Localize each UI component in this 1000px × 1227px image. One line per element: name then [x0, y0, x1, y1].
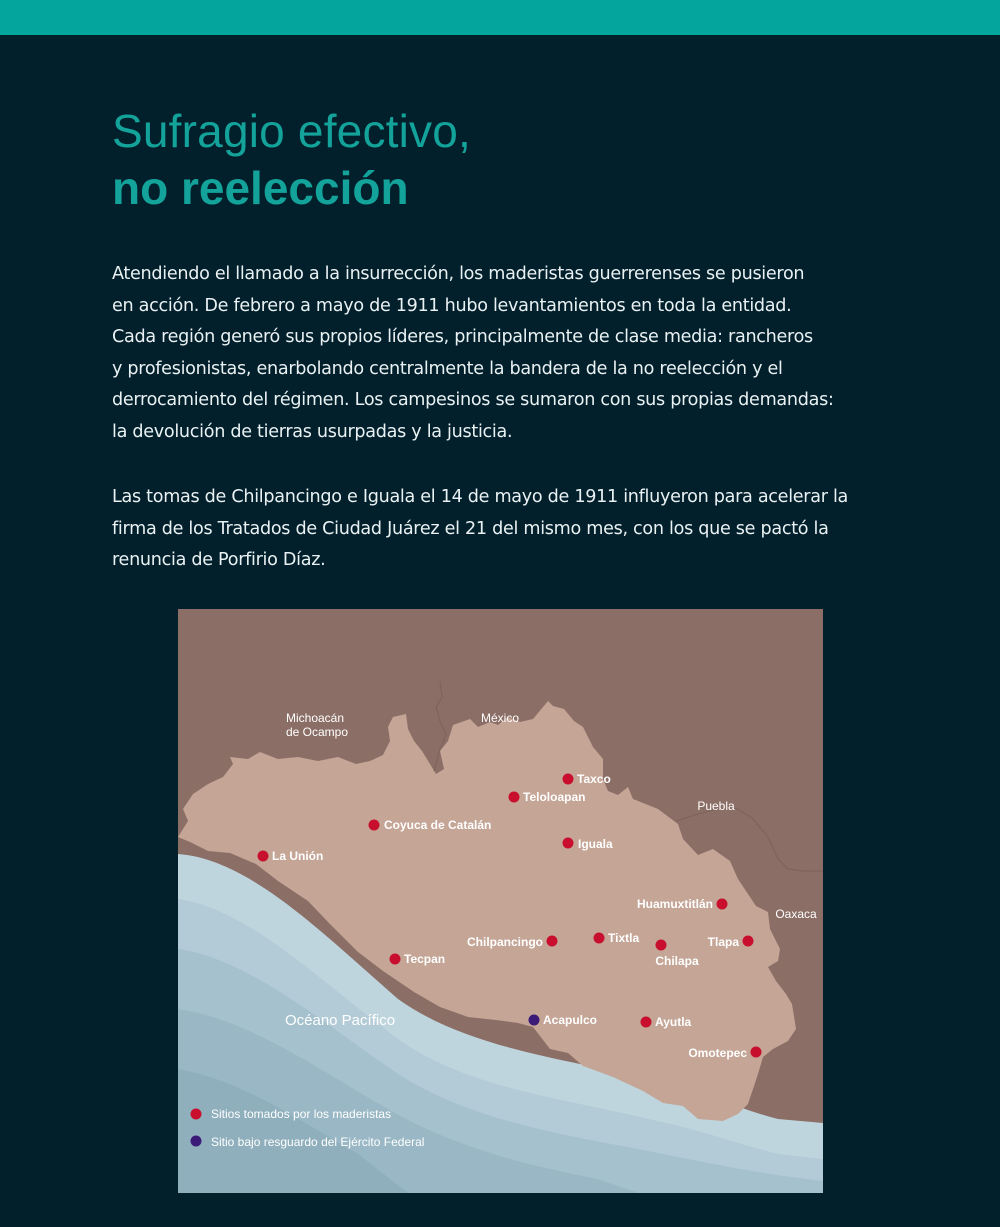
title-line-1: Sufragio efectivo,: [112, 105, 472, 157]
marker-taken: [369, 820, 380, 831]
paragraph-line: derrocamiento del régimen. Los campesinos se sumaron con sus propias demandas:: [112, 390, 834, 410]
city-tixtla: [594, 931, 640, 945]
city-label: Teloloapan: [523, 790, 586, 804]
label-michoacan-2: de Ocampo: [285, 725, 349, 739]
page-title: [112, 103, 471, 217]
paragraph-line: en acción. De febrero a mayo de 1911 hubo levantamientos en toda la entidad.: [112, 295, 792, 316]
title-line-2: no reelección: [112, 162, 409, 214]
label-puebla: Puebla: [697, 799, 735, 813]
paragraph-line: firma de los Tratados de Ciudad Juárez el 21 del mismo mes, con los que se pactó la: [112, 518, 829, 539]
marker-taken: [509, 792, 520, 803]
label-oaxaca: Oaxaca: [775, 907, 817, 921]
city-label: Iguala: [578, 837, 613, 851]
marker-taken: [743, 936, 754, 947]
city-label: Ayutla: [655, 1015, 692, 1029]
city-label: Tecpan: [404, 952, 446, 966]
city-label: La Unión: [272, 849, 324, 863]
city-label: Tixtla: [608, 931, 640, 945]
guerrero-map: [178, 609, 823, 1193]
marker-taken: [563, 774, 574, 785]
paragraph-line: y profesionistas, enarbolando centralmente la bandera de la no reelección y el: [112, 358, 783, 379]
marker-taken: [390, 954, 401, 965]
city-ayutla: [641, 1015, 692, 1029]
marker-taken: [641, 1017, 652, 1028]
legend-taken-marker: [191, 1109, 202, 1120]
marker-taken: [594, 933, 605, 944]
city-label: Acapulco: [543, 1013, 598, 1027]
city-label: Tlapa: [707, 935, 739, 949]
label-michoacan-1: Michoacán: [285, 711, 345, 725]
city-label: Huamuxtitlán: [636, 897, 713, 911]
marker-taken: [258, 851, 269, 862]
paragraph-line: Cada región generó sus propios líderes, principalmente de clase media: rancheros: [112, 327, 813, 347]
legend-federal-marker: [191, 1136, 202, 1147]
city-label: Omotepec: [688, 1046, 747, 1060]
city-taxco: [563, 772, 611, 786]
paragraph-line: renuncia de Porfirio Díaz.: [112, 550, 326, 570]
city-label: Chilapa: [655, 954, 699, 968]
paragraph-line: Atendiendo el llamado a la insurrección, los maderistas guerrerenses se pusieron: [112, 264, 805, 284]
marker-taken: [751, 1047, 762, 1058]
intro-paragraph: [112, 259, 912, 448]
city-coyuca: [369, 818, 492, 832]
paragraph-line: Las tomas de Chilpancingo e Iguala el 14 de mayo de 1911 influyeron para acelerar la: [112, 487, 849, 507]
marker-federal: [529, 1015, 540, 1026]
paragraph-line: la devolución de tierras usurpadas y la justicia.: [112, 421, 513, 442]
label-ocean: Océano Pacífico: [284, 1012, 396, 1029]
top-accent-bar: [0, 0, 1000, 35]
city-label: Coyuca de Catalán: [384, 818, 492, 832]
second-paragraph: [112, 482, 912, 577]
marker-taken: [717, 899, 728, 910]
legend-taken-label: Sitios tomados por los maderistas: [211, 1107, 392, 1121]
map-svg: [178, 609, 823, 1193]
label-mexico: México: [480, 711, 520, 725]
city-label: Chilpancingo: [467, 935, 543, 949]
city-label: Taxco: [577, 772, 611, 786]
legend-federal-label: Sitio bajo resguardo del Ejército Federal: [211, 1135, 425, 1149]
marker-taken: [547, 936, 558, 947]
marker-taken: [656, 940, 667, 951]
marker-taken: [563, 838, 574, 849]
